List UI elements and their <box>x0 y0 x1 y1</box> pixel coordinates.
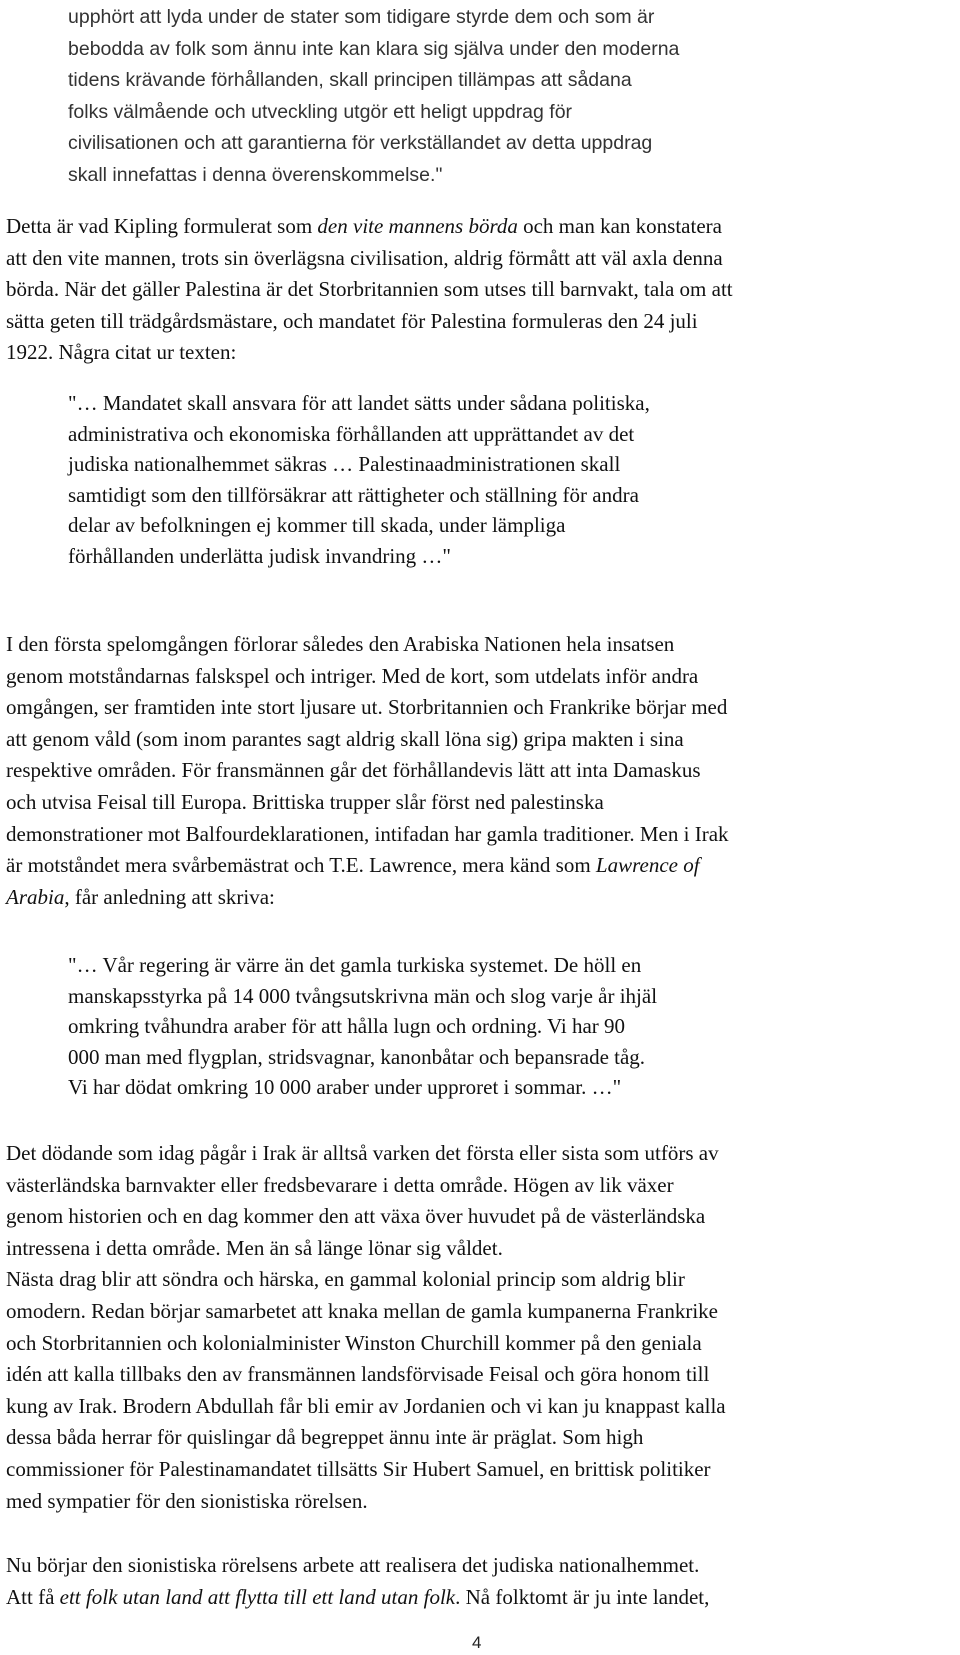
text-line: administrativa och ekonomiska förhållanden att upprättandet av det <box>68 421 635 446</box>
text-line: Det dödande som idag pågår i Irak är alltså varken det första eller sista som utförs av <box>6 1141 719 1165</box>
text-line: västerländska barnvakter eller fredsbevarare i detta område. Högen av lik växer <box>6 1172 674 1197</box>
text-line: tidens krävande förhållanden, skall principen tillämpas att sådana <box>68 69 632 91</box>
italic-phrase: ett folk utan land att flytta till ett land utan folk <box>59 1584 456 1609</box>
text-line: förhållanden underlätta judisk invandring …" <box>68 543 451 568</box>
paragraph-zionist <box>6 1550 946 1613</box>
text-line: och Storbritannien och kolonialminister Winston Churchill kommer på den geniala <box>6 1330 702 1355</box>
text-line: "… Vår regering är värre än det gamla turkiska systemet. De höll en <box>68 953 642 977</box>
text-line: och utvisa Feisal till Europa. Brittiska trupper slår först ned palestinska <box>6 789 604 814</box>
text-line: med sympatier för den sionistiska rörelsen. <box>6 1488 368 1513</box>
text-line: Nästa drag blir att söndra och härska, en gammal kolonial princip som aldrig blir <box>6 1267 685 1292</box>
page-number: 4 <box>472 1633 482 1652</box>
text-line: judiska nationalhemmet säkras … Palestinaadministrationen skall <box>68 452 621 477</box>
text-run: och man kan konstatera <box>517 214 722 238</box>
text-line: omgången, ser framtiden inte stort ljusare ut. Storbritannien och Frankrike börjar med <box>6 695 728 720</box>
paragraph-kipling <box>6 211 946 369</box>
text-run: . Nå folktomt är ju inte landet, <box>455 1584 710 1609</box>
text-line: kung av Irak. Brodern Abdullah får bli emir av Jordanien och vi kan ju knappast kalla <box>6 1393 726 1418</box>
paragraph-first-round <box>6 629 946 913</box>
text-line: delar av befolkningen ej kommer till skada, under lämpliga <box>68 513 566 538</box>
text-line: I den första spelomgången förlorar således den Arabiska Nationen hela insatsen <box>6 632 675 656</box>
text-line <box>6 1582 946 1614</box>
text-line: upphört att lyda under de stater som tidigare styrde dem och som är <box>68 6 655 28</box>
text-line: börda. När det gäller Palestina är det Storbritannien som utses till barnvakt, tala om att <box>6 277 733 302</box>
text-line: genom motståndarnas falskspel och intriger. Med de kort, som utdelats inför andra <box>6 663 699 688</box>
text-line: idén att kalla tillbaks den av fransmännen landsförvisade Feisal och göra honom till <box>6 1362 710 1387</box>
text-line: att den vite mannen, trots sin överlägsna civilisation, aldrig förmått att väl axla denna <box>6 245 723 270</box>
text-line: respektive områden. För fransmännen går det förhållandevis lätt att inta Damaskus <box>6 758 701 783</box>
italic-phrase: Arabia <box>6 884 65 909</box>
text-line: skall innefattas i denna överenskommelse." <box>68 163 443 186</box>
text-line: civilisationen och att garantierna för verkställandet av detta uppdrag <box>68 132 653 154</box>
text-line: manskapsstyrka på 14 000 tvångsutskrivna män och slog varje år ihjäl <box>68 983 658 1008</box>
text-line <box>6 850 946 882</box>
text-line: 000 man med flygplan, stridsvagnar, kanonbåtar och bepansrade tåg. <box>68 1044 646 1069</box>
text-line: att genom våld (som inom parantes sagt aldrig skall löna sig) gripa makten i sina <box>6 726 684 751</box>
text-line: dessa båda herrar för quislingar då begreppet ännu inte är präglat. Som high <box>6 1425 644 1450</box>
text-line: "… Mandatet skall ansvara för att landet sätts under sådana politiska, <box>68 391 650 415</box>
text-run: , får anledning att skriva: <box>64 884 275 909</box>
text-line: sätta geten till trädgårdsmästare, och mandatet för Palestina formuleras den 24 juli <box>6 308 698 333</box>
text-line: demonstrationer mot Balfourdeklarationen, intifadan har gamla traditioner. Men i Irak <box>6 821 729 846</box>
text-run: Detta är vad Kipling formulerat som <box>6 214 318 238</box>
block-quote-mandate <box>68 388 868 572</box>
text-line: 1922. Några citat ur texten: <box>6 340 237 365</box>
text-line: genom historien och en dag kommer den att växa över huvudet på de västerländska <box>6 1204 706 1229</box>
text-run: Att få <box>6 1584 60 1609</box>
text-line: omkring tvåhundra araber för att hålla lugn och ordning. Vi har 90 <box>68 1014 626 1039</box>
italic-phrase: den vite mannens börda <box>317 214 518 238</box>
text-line <box>6 211 946 243</box>
text-line: commissioner för Palestinamandatet tillsätts Sir Hubert Samuel, en brittisk politiker <box>6 1456 711 1481</box>
paragraph-irak <box>6 1138 946 1517</box>
italic-phrase: Lawrence of <box>595 853 700 878</box>
block-quote-continued <box>68 2 868 191</box>
text-line: Nu börjar den sionistiska rörelsens arbete att realisera det judiska nationalhemmet. <box>6 1553 700 1577</box>
text-line: intressena i detta område. Men än så länge lönar sig våldet. <box>6 1235 503 1260</box>
block-quote-lawrence <box>68 950 868 1103</box>
text-line: samtidigt som den tillförsäkrar att rättigheter och ställning för andra <box>68 482 639 507</box>
text-line: omodern. Redan börjar samarbetet att knaka mellan de gamla kumpanerna Frankrike <box>6 1298 718 1323</box>
text-run: är motståndet mera svårbemästrat och T.E. Lawrence, mera känd som <box>6 853 596 878</box>
text-line: Vi har dödat omkring 10 000 araber under upproret i sommar. …" <box>68 1075 622 1100</box>
text-line: bebodda av folk som ännu inte kan klara sig själva under den moderna <box>68 37 680 60</box>
text-line <box>6 882 946 914</box>
text-line: folks välmående och utveckling utgör ett heligt uppdrag för <box>68 100 573 123</box>
